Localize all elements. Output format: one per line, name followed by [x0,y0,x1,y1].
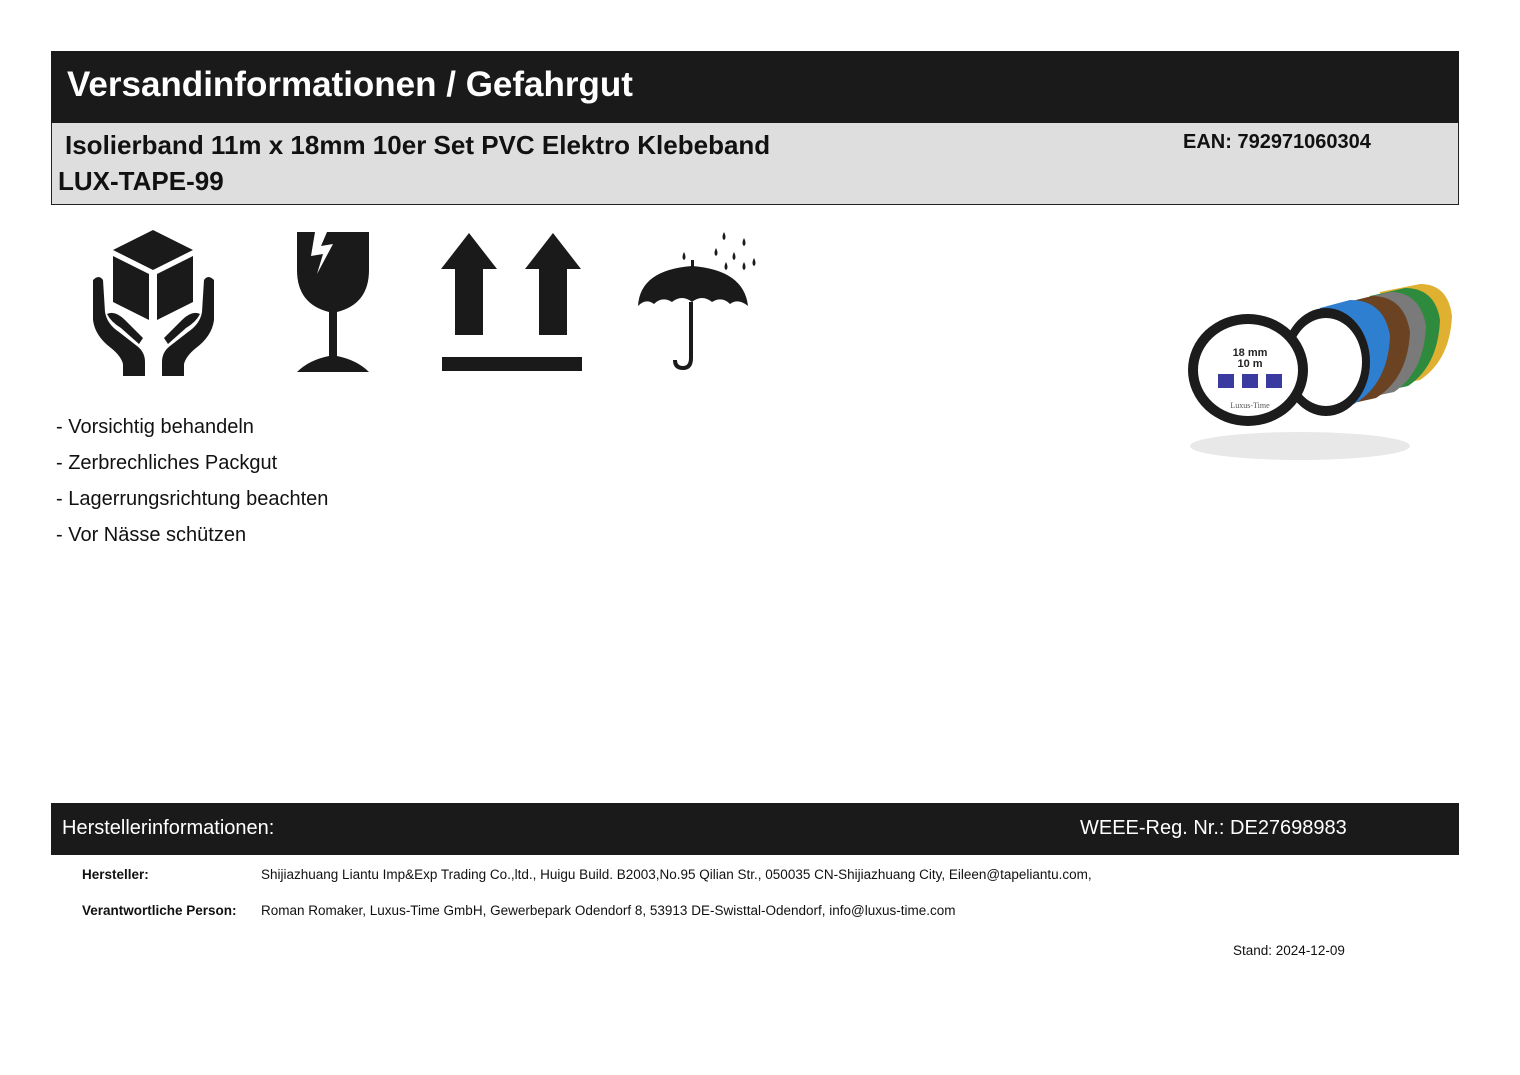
ean-code: EAN: 792971060304 [1183,131,1371,153]
this-way-up-icon [441,233,583,373]
hazard-list [56,412,328,556]
page-title: Versandinformationen / Gefahrgut [67,65,633,104]
stand-date: Stand: 2024-12-09 [1233,943,1345,958]
product-info-box [51,123,1459,205]
manufacturer-heading: Herstellerinformationen: [62,817,275,839]
title-bar [51,51,1459,123]
hazard-icons [88,228,768,378]
roll-label-width: 18 mm [1232,347,1268,359]
manufacturer-bar [51,803,1459,855]
weee-number: WEEE-Reg. Nr.: DE27698983 [1080,817,1347,839]
responsible-person-label: Verantwortliche Person: [82,903,237,918]
fragile-glass-icon [293,230,373,375]
product-image [1180,270,1465,470]
keep-dry-umbrella-icon [636,230,758,372]
product-name: Isolierband 11m x 18mm 10er Set PVC Elektro Klebeband [65,130,771,160]
list-item: - Lagerrungsrichtung beachten [56,488,329,510]
responsible-person-value: Roman Romaker, Luxus-Time GmbH, Gewerbepark Odendorf 8, 53913 DE-Swisttal-Odendorf, info@luxus-time.com [261,903,956,918]
roll-label-length: 10 m [1237,358,1263,370]
list-item: - Zerbrechliches Packgut [56,452,278,474]
hands-box-icon [91,228,216,376]
product-sku: LUX-TAPE-99 [58,166,224,196]
roll-brand: Luxus-Time [1230,401,1270,410]
list-item: - Vor Nässe schützen [56,524,247,546]
manufacturer-label: Hersteller: [82,867,149,882]
list-item: - Vorsichtig behandeln [56,416,254,438]
manufacturer-value: Shijiazhuang Liantu Imp&Exp Trading Co.,ltd., Huigu Build. B2003,No.95 Qilian Str., 050035 CN-Shijiazhuang City, Eileen@tapeliantu.com, [261,867,1092,882]
